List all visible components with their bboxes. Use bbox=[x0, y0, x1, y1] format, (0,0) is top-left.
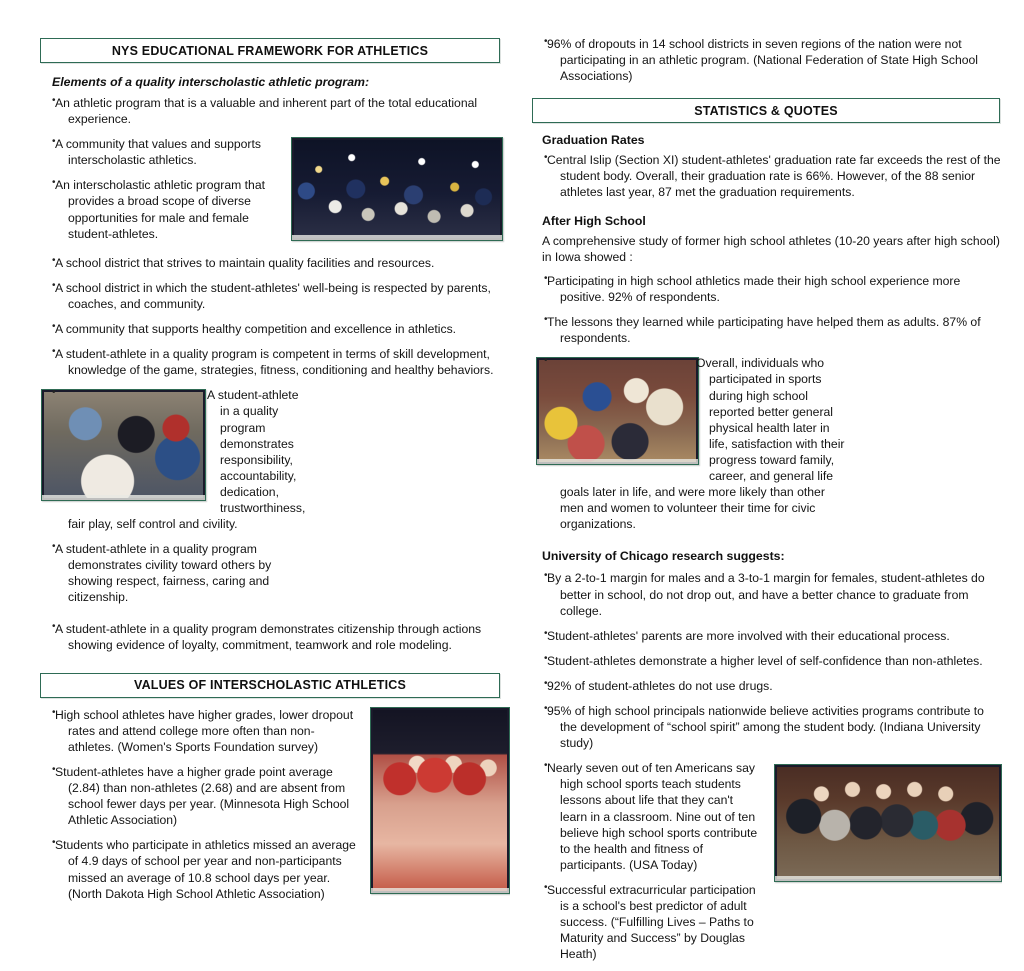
values-flow bbox=[40, 707, 510, 911]
framework-lead-text: Elements of a quality interscholastic athletic program: bbox=[52, 75, 370, 89]
chicago-bullets bbox=[532, 570, 1002, 751]
list-item: • An interscholastic athletic program that provides a broad scope of diverse opportunities for male and female student-athletes. bbox=[40, 177, 314, 241]
section-header-statistics bbox=[532, 98, 1000, 123]
right-top-bullets bbox=[532, 36, 1002, 84]
gym-photo-flow bbox=[532, 355, 1002, 541]
list-item: • A school district in which the student-athletes' well-being is respected by parents, coaches, and community. bbox=[40, 280, 510, 312]
list-item: • A student-athlete in a quality program demonstrates civility toward others by showing respect, fairness, caring and citizenship. bbox=[40, 541, 308, 605]
framework-bullets-e bbox=[40, 621, 510, 653]
list-item: • Overall, individuals who participated in sports during high school reported better general physical health later in life, satisfaction with their progress toward family, career, and general life goals later in life, and were more likely than other men and women to volunteer their time for civic organizations. bbox=[532, 355, 850, 532]
crowd-celebration-photo bbox=[291, 137, 503, 241]
after-high-school-intro: A comprehensive study of former high school athletes (10-20 years after high school) in Iowa showed : bbox=[542, 233, 1000, 264]
framework-bullets-a bbox=[40, 95, 510, 127]
list-item: • A community that supports healthy competition and excellence in athletics. bbox=[40, 321, 510, 337]
list-item: • 96% of dropouts in 14 school districts in seven regions of the nation were not participating in an athletic program. (National Federation of State High School Associations) bbox=[532, 36, 1002, 84]
subhead-after-high-school: After High School bbox=[542, 213, 646, 228]
list-item: • Successful extracurricular participation is a school's best predictor of adult success. (“Fulfilling Lives – Paths to Maturity and Success” by Douglas Heath) bbox=[532, 882, 782, 962]
left-column bbox=[40, 0, 510, 901]
right-column bbox=[532, 0, 1002, 962]
list-item: • A community that values and supports interscholastic athletics. bbox=[40, 136, 314, 168]
group-photo-flow bbox=[532, 760, 1002, 971]
after-high-school-bullets bbox=[532, 273, 1002, 346]
list-item: • A student-athlete in a quality program demonstrates citizenship through actions showing evidence of loyalty, commitment, teamwork and role modeling. bbox=[40, 621, 510, 653]
list-item: • A student-athlete in a quality program demonstrates responsibility, accountability, dedication, trustworthiness, fair play, self control and civility. bbox=[40, 387, 308, 532]
list-item: • By a 2-to-1 margin for males and a 3-to-1 margin for females, student-athletes do better in school, do not drop out, and have a better chance to graduate from college. bbox=[532, 570, 1002, 618]
list-item: • Students who participate in athletics missed an average of 4.9 days of school per year and non-participants missed an average of 10.8 school days per year. (North Dakota High School Athletic Association) bbox=[40, 837, 378, 901]
list-item: • A school district that strives to maintain quality facilities and resources. bbox=[40, 255, 510, 271]
section-header-values bbox=[40, 673, 500, 698]
list-item: • High school athletes have higher grades, lower dropout rates and attend college more often than non-athletes. (Women's Sports Foundation survey) bbox=[40, 707, 378, 755]
graduation-bullets bbox=[532, 152, 1002, 200]
framework-photo-flow bbox=[40, 136, 510, 251]
list-item: • Student-athletes' parents are more involved with their educational process. bbox=[532, 628, 1002, 644]
framework-photo-flow-2 bbox=[40, 387, 510, 614]
section-header-values-title: VALUES OF INTERSCHOLASTIC ATHLETICS bbox=[133, 678, 407, 693]
section-header-framework-title: NYS EDUCATIONAL FRAMEWORK FOR ATHLETICS bbox=[111, 43, 429, 58]
list-item: • Central Islip (Section XI) student-athletes' graduation rate far exceeds the rest of the student body. Overall, their graduation rate is 66%. However, of the 88 senior athletes last year, 87 met the graduation requirements. bbox=[532, 152, 1002, 200]
list-item: • The lessons they learned while participating have helped them as adults. 87% of respondents. bbox=[532, 314, 1002, 346]
list-item: • Nearly seven out of ten Americans say high school sports teach students lessons about life that they can't learn in a classroom. Nine out of ten believe high school sports contribute to the health and fitness of participants. (USA Today) bbox=[532, 760, 1002, 873]
framework-bullets-c bbox=[40, 255, 510, 379]
after-high-school-photo-bullets bbox=[532, 355, 1002, 532]
list-item: • Participating in high school athletics made their high school experience more positive. 92% of respondents. bbox=[532, 273, 1002, 305]
list-item: • Student-athletes demonstrate a higher level of self-confidence than non-athletes. bbox=[532, 653, 1002, 669]
volleyball-bench-photo bbox=[370, 707, 510, 894]
list-item: • An athletic program that is a valuable and inherent part of the total educational experience. bbox=[40, 95, 510, 127]
list-item: • 92% of student-athletes do not use drugs. bbox=[532, 678, 1002, 694]
subhead-university-of-chicago: University of Chicago research suggests: bbox=[542, 549, 785, 564]
framework-bullets-d bbox=[40, 387, 510, 605]
list-item: • A student-athlete in a quality program is competent in terms of skill development, knowledge of the game, strategies, fitness, conditioning and healthy behaviors. bbox=[40, 346, 510, 378]
subhead-graduation-rates: Graduation Rates bbox=[542, 133, 645, 148]
list-item: • 95% of high school principals nationwide believe activities programs contribute to the development of “school spirit” among the student body. (Indiana University study) bbox=[532, 703, 1002, 751]
list-item: • Student-athletes have a higher grade point average (2.84) than non-athletes (2.68) and are absent from school fewer days per year. (Minnesota High School Athletic Association) bbox=[40, 764, 378, 828]
section-header-framework bbox=[40, 38, 500, 63]
section-header-statistics-title: STATISTICS & QUOTES bbox=[694, 103, 838, 118]
